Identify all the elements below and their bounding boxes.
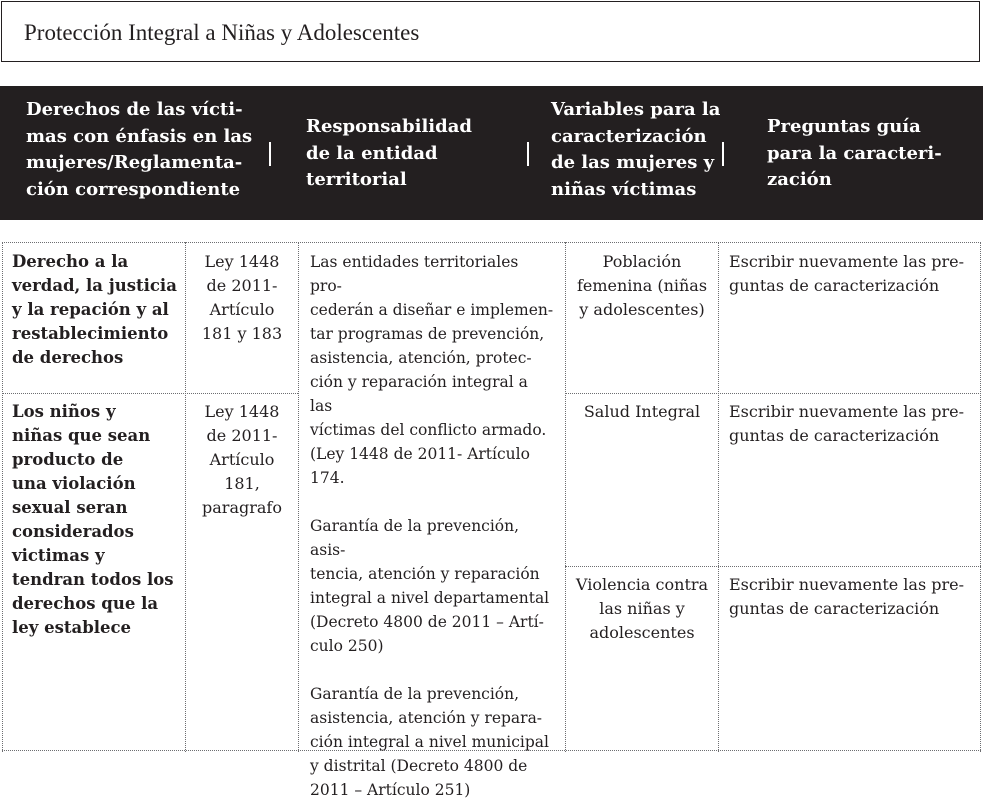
cell-line: adolescentes [589, 623, 695, 642]
grid-line [2, 242, 981, 243]
variable-cell [566, 400, 718, 424]
cell-line: Garantía de la prevención, asis- [310, 517, 520, 559]
cell-line: de 2011- [206, 426, 278, 445]
cell-line: derechos que la [12, 594, 159, 613]
cell-line: ción integral a nivel municipal [310, 733, 549, 751]
cell-line: Los niños y [12, 402, 116, 421]
header-line: Preguntas guía [767, 116, 921, 137]
variable-cell [566, 573, 718, 645]
cell-line: Población [602, 252, 682, 271]
cell-line: Escribir nuevamente las pre- [729, 575, 965, 594]
header-line: mas con énfasis en las [26, 125, 253, 147]
responsibility-cell [310, 250, 554, 802]
cell-line: guntas de caracterización [729, 276, 940, 295]
grid-line [565, 566, 981, 567]
cell-line: y distrital (Decreto 4800 de [310, 757, 528, 775]
cell-line: asistencia, atención, protec- [310, 349, 532, 367]
cell-line: Escribir nuevamente las pre- [729, 402, 965, 421]
header-separator [722, 142, 724, 166]
question-cell [729, 400, 977, 448]
cell-line: niñas que sean [12, 426, 151, 445]
cell-line: Ley 1448 [204, 402, 280, 421]
cell-line: de derechos [12, 348, 124, 367]
cell-line: (Decreto 4800 de 2011 – Artí- [310, 613, 544, 631]
header-line: para la caracteri- [767, 142, 942, 164]
cell-line: víctimas del conflicto armado. [310, 421, 547, 439]
cell-line: cederán a diseñar e implemen- [310, 301, 554, 319]
cell-line: producto de [12, 450, 124, 469]
page-title: Protección Integral a Niñas y Adolescentes [24, 20, 420, 45]
law-cell [186, 400, 298, 520]
cell-line: Escribir nuevamente las pre- [729, 252, 965, 271]
header-responsibility [306, 114, 472, 194]
cell-line: asistencia, atención y repara- [310, 709, 543, 727]
header-line: de la entidad [306, 142, 438, 164]
header-line: Variables para la [551, 99, 721, 120]
title-box [1, 1, 980, 62]
cell-line: restablecimiento [12, 324, 169, 343]
cell-line: victimas y [12, 546, 105, 565]
cell-line: ley establece [12, 618, 132, 637]
header-line: ción correspondiente [26, 178, 241, 200]
question-cell [729, 250, 977, 298]
header-line: territorial [306, 169, 407, 190]
cell-line: y la repación y al [12, 300, 169, 319]
cell-line: guntas de caracterización [729, 599, 940, 618]
cell-line: tencia, atención y reparación [310, 565, 540, 583]
responsibility-paragraph [310, 514, 554, 658]
cell-line: Derecho a la [12, 252, 129, 271]
question-cell [729, 573, 977, 621]
table-body [2, 242, 982, 799]
cell-line: 181, [224, 474, 260, 493]
cell-line: las niñas y [599, 599, 685, 618]
cell-line: de 2011- [206, 276, 278, 295]
cell-line: Garantía de la prevención, [310, 685, 520, 703]
header-line: niñas víctimas [551, 178, 697, 200]
cell-line: Las entidades territoriales pro- [310, 253, 519, 295]
header-separator [269, 142, 271, 166]
responsibility-paragraph [310, 250, 554, 490]
cell-line: Artículo [209, 450, 275, 469]
header-line: Responsabilidad [306, 116, 472, 137]
cell-line: integral a nivel departamental [310, 589, 550, 607]
grid-line [2, 393, 298, 394]
variable-cell [566, 250, 718, 322]
right-cell [12, 250, 182, 370]
header-line: caracterización [551, 125, 707, 147]
header-line: Derechos de las vícti- [26, 99, 243, 120]
law-cell [186, 250, 298, 346]
table-header [0, 86, 983, 220]
cell-line: verdad, la justicia [12, 276, 177, 295]
cell-line: considerados [12, 522, 134, 541]
grid-line [980, 242, 981, 752]
cell-line: 181 y 183 [201, 324, 283, 343]
cell-line: 2011 – Artículo 251) [310, 781, 471, 799]
grid-line [718, 242, 719, 752]
responsibility-paragraph [310, 682, 554, 802]
header-variables [551, 97, 720, 203]
cell-line: sexual seran [12, 498, 128, 517]
header-questions [767, 114, 942, 194]
cell-line: Salud Integral [583, 402, 701, 421]
grid-line [2, 242, 3, 752]
cell-line: (Ley 1448 de 2011- Artículo 174. [310, 445, 530, 487]
cell-line: tar programas de prevención, [310, 325, 545, 343]
cell-line: y adolescentes) [579, 300, 705, 319]
cell-line: una violación [12, 474, 136, 493]
cell-line: ción y reparación integral a las [310, 373, 528, 415]
right-cell [12, 400, 182, 640]
cell-line: Violencia contra [575, 575, 709, 594]
cell-line: culo 250) [310, 637, 384, 655]
header-line: mujeres/Reglamenta- [26, 152, 243, 173]
cell-line: paragrafo [202, 498, 282, 517]
grid-line [298, 242, 299, 752]
header-separator [527, 142, 529, 166]
header-line: zación [767, 169, 832, 190]
cell-line: tendran todos los [12, 570, 174, 589]
cell-line: femenina (niñas [576, 276, 708, 295]
cell-line: Ley 1448 [204, 252, 280, 271]
header-rights [26, 97, 252, 203]
cell-line: Artículo [209, 300, 275, 319]
header-line: de las mujeres y [551, 152, 715, 173]
grid-line [565, 393, 981, 394]
cell-line: guntas de caracterización [729, 426, 940, 445]
